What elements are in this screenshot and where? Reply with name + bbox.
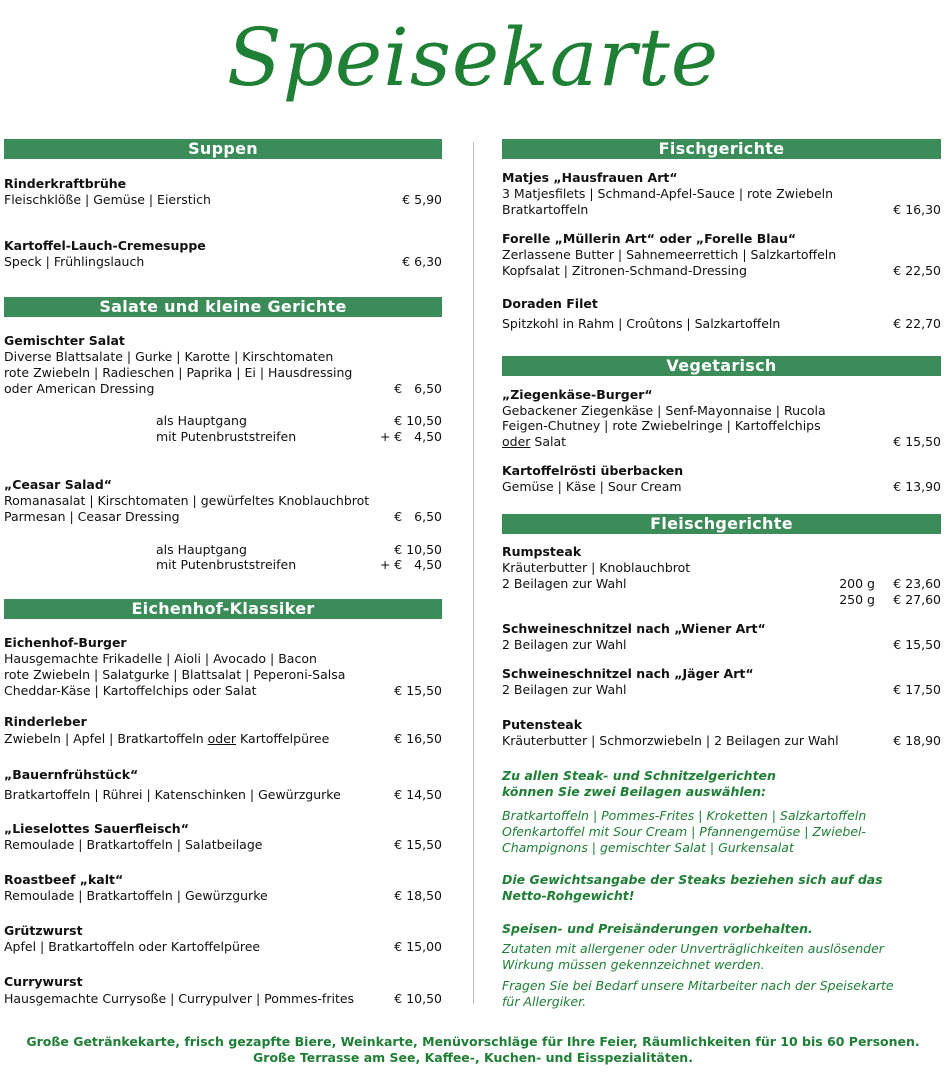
dish-description: Feigen-Chutney | rote Zwiebelringe | Kartoffelchips: [502, 418, 821, 433]
dish-description: Kräuterbutter | Schmorzwiebeln | 2 Beilagen zur Wahl: [502, 733, 839, 748]
note-heading: Speisen- und Preisänderungen vorbehalten.: [502, 921, 813, 936]
dish-description: Diverse Blattsalate | Gurke | Karotte | Kirschtomaten: [4, 349, 334, 364]
dish-description: Kräuterbutter | Knoblauchbrot: [502, 560, 691, 575]
footer-line: Große Getränkekarte, frisch gezapfte Biere, Weinkarte, Menüvorschläge für Ihre Feier, Räumlichkeiten für 10 bis 60 Personen.: [26, 1034, 920, 1049]
dish-description: 3 Matjesfilets | Schmand-Apfel-Sauce | rote Zwiebeln: [502, 186, 834, 201]
dish-row: [502, 434, 941, 450]
right-column: [502, 0, 941, 1010]
dish-price: € 22,70: [893, 316, 941, 331]
dish-description: Apfel | Bratkartoffeln oder Kartoffelpüree: [4, 939, 261, 954]
section-header-fleisch: Fleischgerichte: [502, 514, 941, 534]
dish-price: € 15,50: [394, 683, 442, 698]
option-row: [156, 542, 442, 558]
page-title: Speisekarte: [226, 11, 720, 104]
dish-description: Bratkartoffeln | Rührei | Katenschinken | Gewürzgurke: [4, 787, 341, 802]
section-header-fisch: Fischgerichte: [502, 139, 941, 159]
dish-row: [4, 683, 442, 699]
option-row: [156, 413, 442, 429]
dish-price: € 10,50: [394, 991, 442, 1006]
dish-price: € 15,50: [893, 637, 941, 652]
dish-description: 2 Beilagen zur Wahl: [502, 576, 627, 591]
dish-row: [502, 682, 941, 698]
dish-row: [502, 202, 941, 218]
dish-price: € 27,60: [893, 592, 941, 607]
section-header-suppen: Suppen: [4, 139, 442, 159]
footer-line: Große Terrasse am See, Kaffee-, Kuchen- und Eisspezialitäten.: [253, 1050, 693, 1065]
dish-name: „Bauernfrühstück“: [4, 767, 139, 782]
dish-description: Remoulade | Bratkartoffeln | Salatbeilage: [4, 837, 263, 852]
dish-name: „Ceasar Salad“: [4, 477, 113, 492]
dish-description: Zwiebeln | Apfel | Bratkartoffeln: [4, 731, 208, 746]
dish-row: [502, 316, 941, 332]
dish-price: € 18,90: [893, 733, 941, 748]
note-text: für Allergiker.: [502, 994, 587, 1009]
dish-weight: 250 g: [839, 592, 875, 607]
dish-row: [4, 939, 442, 955]
dish-description: Remoulade | Bratkartoffeln | Gewürzgurke: [4, 888, 268, 903]
dish-row: [4, 837, 442, 853]
dish-name: Rinderleber: [4, 714, 87, 729]
option-label: mit Putenbruststreifen: [156, 429, 297, 444]
dish-name: „Lieselottes Sauerfleisch“: [4, 821, 189, 836]
note-text: Bratkartoffeln | Pommes-Frites | Kroketten | Salzkartoffeln: [502, 808, 867, 823]
dish-name: Forelle „Müllerin Art“ oder „Forelle Blau“: [502, 231, 797, 246]
dish-description: oder: [207, 731, 237, 746]
note-text: Champignons | gemischter Salat | Gurkensalat: [502, 840, 794, 855]
dish-row: [4, 254, 442, 270]
option-row: [156, 557, 442, 573]
option-label: als Hauptgang: [156, 413, 247, 428]
dish-weight: 200 g: [839, 576, 875, 591]
dish-name: Grützwurst: [4, 923, 83, 938]
dish-name: Gemischter Salat: [4, 333, 125, 348]
dish-description: Cheddar-Käse | Kartoffelchips oder Salat: [4, 683, 257, 698]
dish-name: Doraden Filet: [502, 296, 598, 311]
dish-name: Rinderkraftbrühe: [4, 176, 127, 191]
dish-description: Fleischklöße | Gemüse | Eierstich: [4, 192, 211, 207]
section-header-klassiker: Eichenhof-Klassiker: [4, 599, 442, 619]
dish-row: [502, 479, 941, 495]
dish-description: Parmesan | Ceasar Dressing: [4, 509, 180, 524]
column-divider: [473, 142, 474, 1004]
dish-row: [4, 787, 442, 803]
dish-description: rote Zwiebeln | Salatgurke | Blattsalat | Peperoni-Salsa: [4, 667, 346, 682]
dish-description: Speck | Frühlingslauch: [4, 254, 145, 269]
dish-name: Rumpsteak: [502, 544, 582, 559]
dish-price: € 18,50: [394, 888, 442, 903]
dish-description: Romanasalat | Kirschtomaten | gewürfeltes Knoblauchbrot: [4, 493, 370, 508]
dish-description: 2 Beilagen zur Wahl: [502, 637, 627, 652]
option-label: als Hauptgang: [156, 542, 247, 557]
dish-row: [4, 509, 442, 525]
dish-name: Schweineschnitzel nach „Jäger Art“: [502, 666, 754, 681]
option-price: € 10,50: [394, 413, 442, 428]
dish-price: € 16,50: [394, 731, 442, 746]
dish-row: [4, 888, 442, 904]
dish-row: [4, 192, 442, 208]
note-heading: Netto-Rohgewicht!: [502, 888, 635, 903]
option-row: [156, 429, 442, 445]
dish-price: € 13,90: [893, 479, 941, 494]
dish-row: [502, 592, 941, 608]
dish-name: Schweineschnitzel nach „Wiener Art“: [502, 621, 766, 636]
note-heading: Die Gewichtsangabe der Steaks beziehen sich auf das: [502, 872, 883, 887]
note-text: Fragen Sie bei Bedarf unsere Mitarbeiter nach der Speisekarte: [502, 978, 894, 993]
dish-price: € 15,00: [394, 939, 442, 954]
option-price: + € 4,50: [379, 557, 442, 572]
dish-description: Gemüse | Käse | Sour Cream: [502, 479, 682, 494]
dish-price: € 6,50: [394, 381, 442, 396]
dish-description: Bratkartoffeln: [502, 202, 589, 217]
dish-price: € 15,50: [893, 434, 941, 449]
dish-name: Matjes „Hausfrauen Art“: [502, 170, 678, 185]
dish-name: Kartoffel-Lauch-Cremesuppe: [4, 238, 206, 253]
dish-row: [502, 263, 941, 279]
dish-description: oder: [502, 434, 531, 449]
dish-row: [4, 731, 442, 747]
dish-description: Salat: [530, 434, 567, 449]
dish-description: Kopfsalat | Zitronen-Schmand-Dressing: [502, 263, 747, 278]
note-text: Ofenkartoffel mit Sour Cream | Pfannengemüse | Zwiebel-: [502, 824, 866, 839]
dish-row: [502, 637, 941, 653]
dish-description: Gebackener Ziegenkäse | Senf-Mayonnaise | Rucola: [502, 403, 826, 418]
dish-name: „Ziegenkäse-Burger“: [502, 387, 653, 402]
dish-description: Spitzkohl in Rahm | Croûtons | Salzkartoffeln: [502, 316, 781, 331]
dish-price: € 17,50: [893, 682, 941, 697]
left-column: [4, 0, 442, 1010]
dish-row: [4, 381, 442, 397]
dish-description: Hausgemachte Currysoße | Currypulver | Pommes-frites: [4, 991, 355, 1006]
dish-price: € 5,90: [402, 192, 442, 207]
dish-description: oder American Dressing: [4, 381, 155, 396]
note-heading: Zu allen Steak- und Schnitzelgerichten: [502, 768, 776, 783]
dish-description: Zerlassene Butter | Sahnemeerrettich | Salzkartoffeln: [502, 247, 837, 262]
dish-description: rote Zwiebeln | Radieschen | Paprika | Ei | Hausdressing: [4, 365, 353, 380]
option-price: € 10,50: [394, 542, 442, 557]
dish-price: € 6,30: [402, 254, 442, 269]
dish-price: € 23,60: [893, 576, 941, 591]
dish-name: Putensteak: [502, 717, 583, 732]
dish-description: Kartoffelpüree: [236, 731, 330, 746]
dish-name: Eichenhof-Burger: [4, 635, 127, 650]
dish-price: € 22,50: [893, 263, 941, 278]
dish-description: Hausgemachte Frikadelle | Aioli | Avocado | Bacon: [4, 651, 317, 666]
dish-row: [4, 991, 442, 1007]
dish-price: € 6,50: [394, 509, 442, 524]
option-label: mit Putenbruststreifen: [156, 557, 297, 572]
section-header-vegetarisch: Vegetarisch: [502, 356, 941, 376]
option-price: + € 4,50: [379, 429, 442, 444]
dish-row: [502, 576, 941, 592]
dish-name: Currywurst: [4, 974, 83, 989]
dish-description: 2 Beilagen zur Wahl: [502, 682, 627, 697]
dish-price: € 16,30: [893, 202, 941, 217]
dish-name: Roastbeef „kalt“: [4, 872, 124, 887]
note-heading: können Sie zwei Beilagen auswählen:: [502, 784, 767, 799]
dish-row: [502, 733, 941, 749]
dish-name: Kartoffelrösti überbacken: [502, 463, 684, 478]
section-header-salate: Salate und kleine Gerichte: [4, 297, 442, 317]
dish-price: € 14,50: [394, 787, 442, 802]
note-text: Zutaten mit allergener oder Unverträglichkeiten auslösender: [502, 941, 884, 956]
note-text: Wirkung müssen gekennzeichnet werden.: [502, 957, 765, 972]
dish-price: € 15,50: [394, 837, 442, 852]
